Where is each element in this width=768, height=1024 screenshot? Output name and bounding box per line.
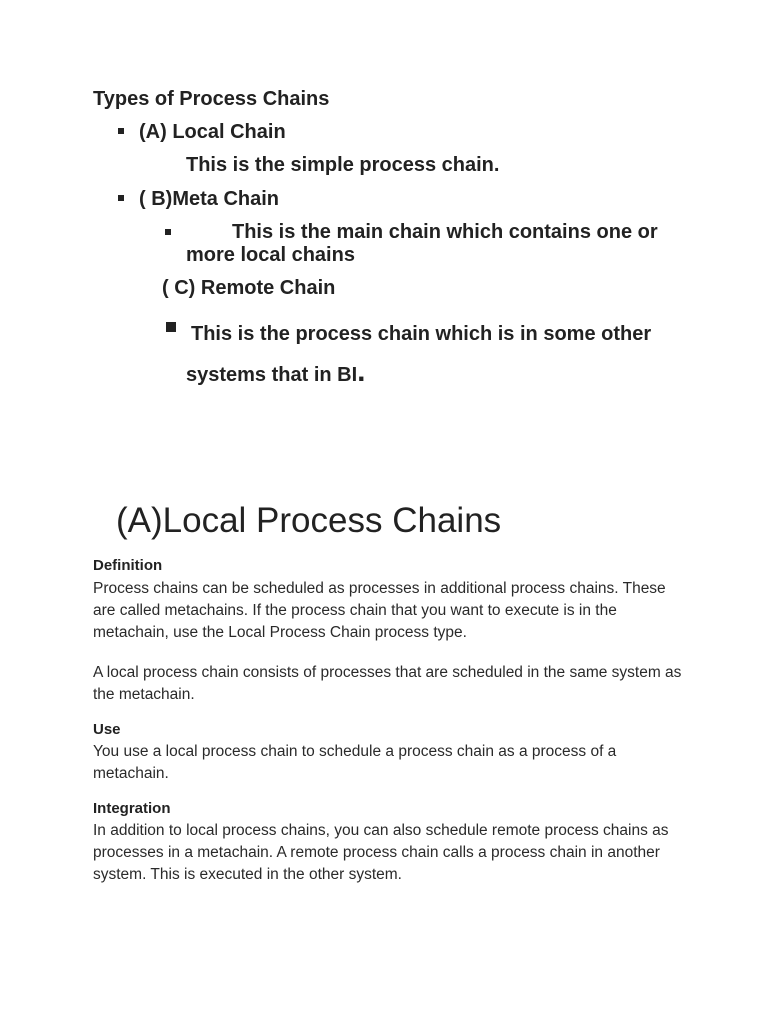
bullet-icon xyxy=(118,128,124,134)
remote-chain-period: . xyxy=(357,355,366,388)
remote-chain-description-line1: This is the process chain which is in some other xyxy=(191,323,652,345)
remote-chain-description-text: systems that in BI xyxy=(186,364,358,386)
definition-paragraph-1: Process chains can be scheduled as processes in additional process chains. These are called metachains. If the process chain that you want to execute is in the metachain, use the Local Process Chain process type. xyxy=(93,580,666,641)
use-label: Use xyxy=(93,721,121,738)
local-chain-item: (A) Local Chain xyxy=(139,121,286,143)
meta-chain-description-line1: This is the main chain which contains one or xyxy=(232,221,658,243)
types-heading: Types of Process Chains xyxy=(93,88,330,110)
integration-paragraph: In addition to local process chains, you can also schedule remote process chains as processes in a metachain. A remote process chain calls a process chain in another system. This is executed in the other system. xyxy=(93,822,669,883)
bullet-icon xyxy=(166,322,176,332)
remote-chain-item: ( C) Remote Chain xyxy=(162,277,336,299)
bullet-icon xyxy=(118,195,124,201)
meta-chain-description-line2: more local chains xyxy=(186,244,355,266)
definition-paragraph-2: A local process chain consists of processes that are scheduled in the same system as the metachain. xyxy=(93,664,682,703)
integration-label: Integration xyxy=(93,800,171,817)
use-paragraph: You use a local process chain to schedule a process chain as a process of a metachain. xyxy=(93,743,617,782)
local-process-chains-title: (A)Local Process Chains xyxy=(116,501,502,540)
remote-chain-description-line2 xyxy=(186,355,366,388)
definition-label: Definition xyxy=(93,557,163,574)
bullet-icon xyxy=(165,229,171,235)
meta-chain-item: ( B)Meta Chain xyxy=(139,188,279,210)
local-chain-description: This is the simple process chain. xyxy=(186,154,500,176)
